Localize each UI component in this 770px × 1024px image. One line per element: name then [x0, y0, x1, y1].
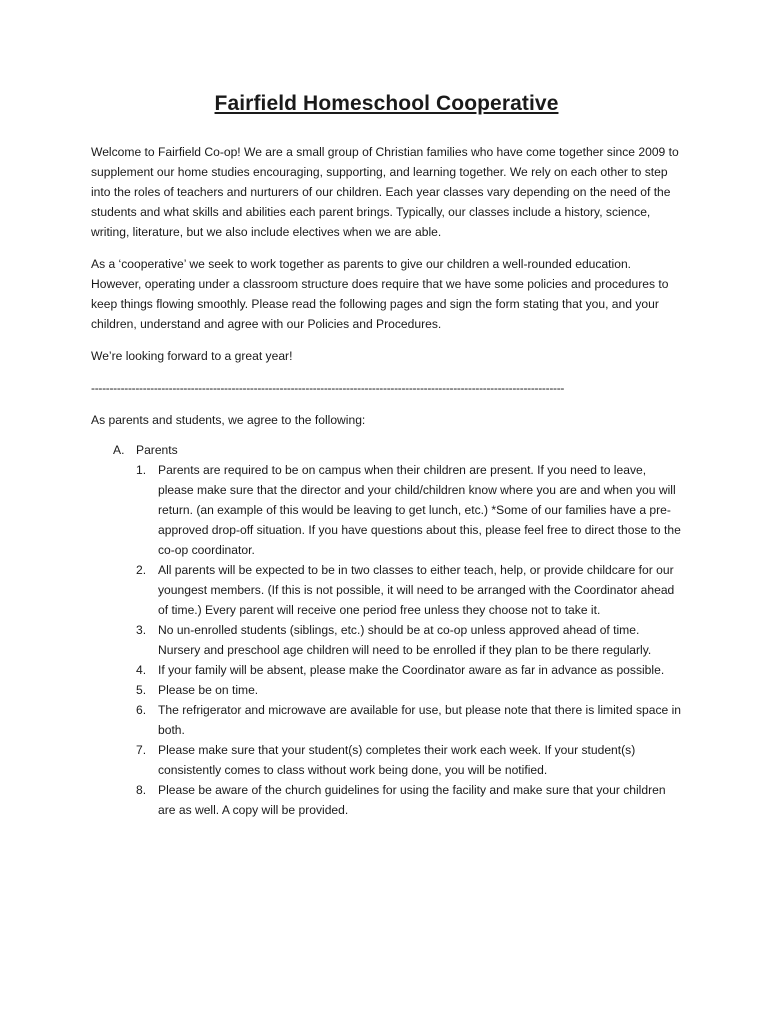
list-item-text: Please make sure that your student(s) completes their work each week. If your student(s) consistently comes to class without work being done, you will be notified. — [158, 743, 636, 777]
list-item-text: Please be on time. — [158, 683, 259, 697]
list-item-number: 2. — [136, 563, 147, 577]
welcome-paragraph: Welcome to Fairfield Co-op! We are a small group of Christian families who have come together since 2009 to supplement our home studies encouraging, supporting, and learning together. We rely on each other to step into the roles of teachers and nurturers of our children. Each year classes vary depending on the need of the students and what skills and abilities each parent brings. Typically, our classes include a history, science, writing, literature, but we also include electives when we are able. — [91, 145, 679, 239]
list-item — [136, 460, 682, 560]
cooperative-paragraph: As a ‘cooperative’ we seek to work together as parents to give our children a well-rounded education. However, operating under a classroom structure does require that we have some policies and procedures to keep things flowing smoothly. Please read the following pages and sign the form stating that you, and your children, understand and agree with our Policies and Procedures. — [91, 257, 669, 331]
list-item — [136, 620, 682, 660]
dashed-divider: -------------------------------------------------------------------------------------------------------------------------------- — [91, 381, 565, 395]
list-item-number: 3. — [136, 623, 147, 637]
list-item-number: 6. — [136, 703, 147, 717]
list-item — [136, 660, 682, 680]
list-item-text: Please be aware of the church guidelines for using the facility and make sure that your children are as well. A copy will be provided. — [158, 783, 666, 817]
list-item — [136, 560, 682, 620]
list-item-text: No un-enrolled students (siblings, etc.) should be at co-op unless approved ahead of time. Nursery and preschool age children will need to be enrolled if they plan to be there regularly. — [158, 623, 652, 657]
list-item-number: 4. — [136, 663, 147, 677]
agreement-intro: As parents and students, we agree to the following: — [91, 413, 366, 427]
list-item — [136, 740, 682, 780]
list-item-number: 5. — [136, 683, 147, 697]
list-item — [136, 680, 682, 700]
section-marker: A. — [113, 443, 125, 457]
list-item — [136, 700, 682, 740]
list-item-number: 7. — [136, 743, 147, 757]
list-item-text: Parents are required to be on campus when their children are present. If you need to leave, please make sure that the director and your child/children know where you are and when you will return. (an example of this would be leaving to get lunch, etc.) *Some of our families have a pre-approved drop-off situation. If you have questions about this, please feel free to direct those to the co-op coordinator. — [158, 463, 681, 557]
list-item-text: The refrigerator and microwave are available for use, but please note that there is limited space in both. — [158, 703, 681, 737]
list-item-text: If your family will be absent, please make the Coordinator aware as far in advance as possible. — [158, 663, 665, 677]
closing-paragraph: We’re looking forward to a great year! — [91, 349, 293, 363]
list-item — [136, 780, 682, 820]
section-heading — [113, 440, 682, 460]
section-heading-label: Parents — [136, 443, 178, 457]
list-item-number: 1. — [136, 463, 147, 477]
document-title: Fairfield Homeschool Cooperative — [214, 92, 559, 115]
list-item-text: All parents will be expected to be in two classes to either teach, help, or provide childcare for our youngest members. (If this is not possible, it will need to be arranged with the Coordinator ahead of time.) Every parent will receive one period free unless they choose not to take it. — [158, 563, 675, 617]
parents-section — [91, 440, 682, 820]
parents-rules-list — [91, 460, 682, 820]
list-item-number: 8. — [136, 783, 147, 797]
